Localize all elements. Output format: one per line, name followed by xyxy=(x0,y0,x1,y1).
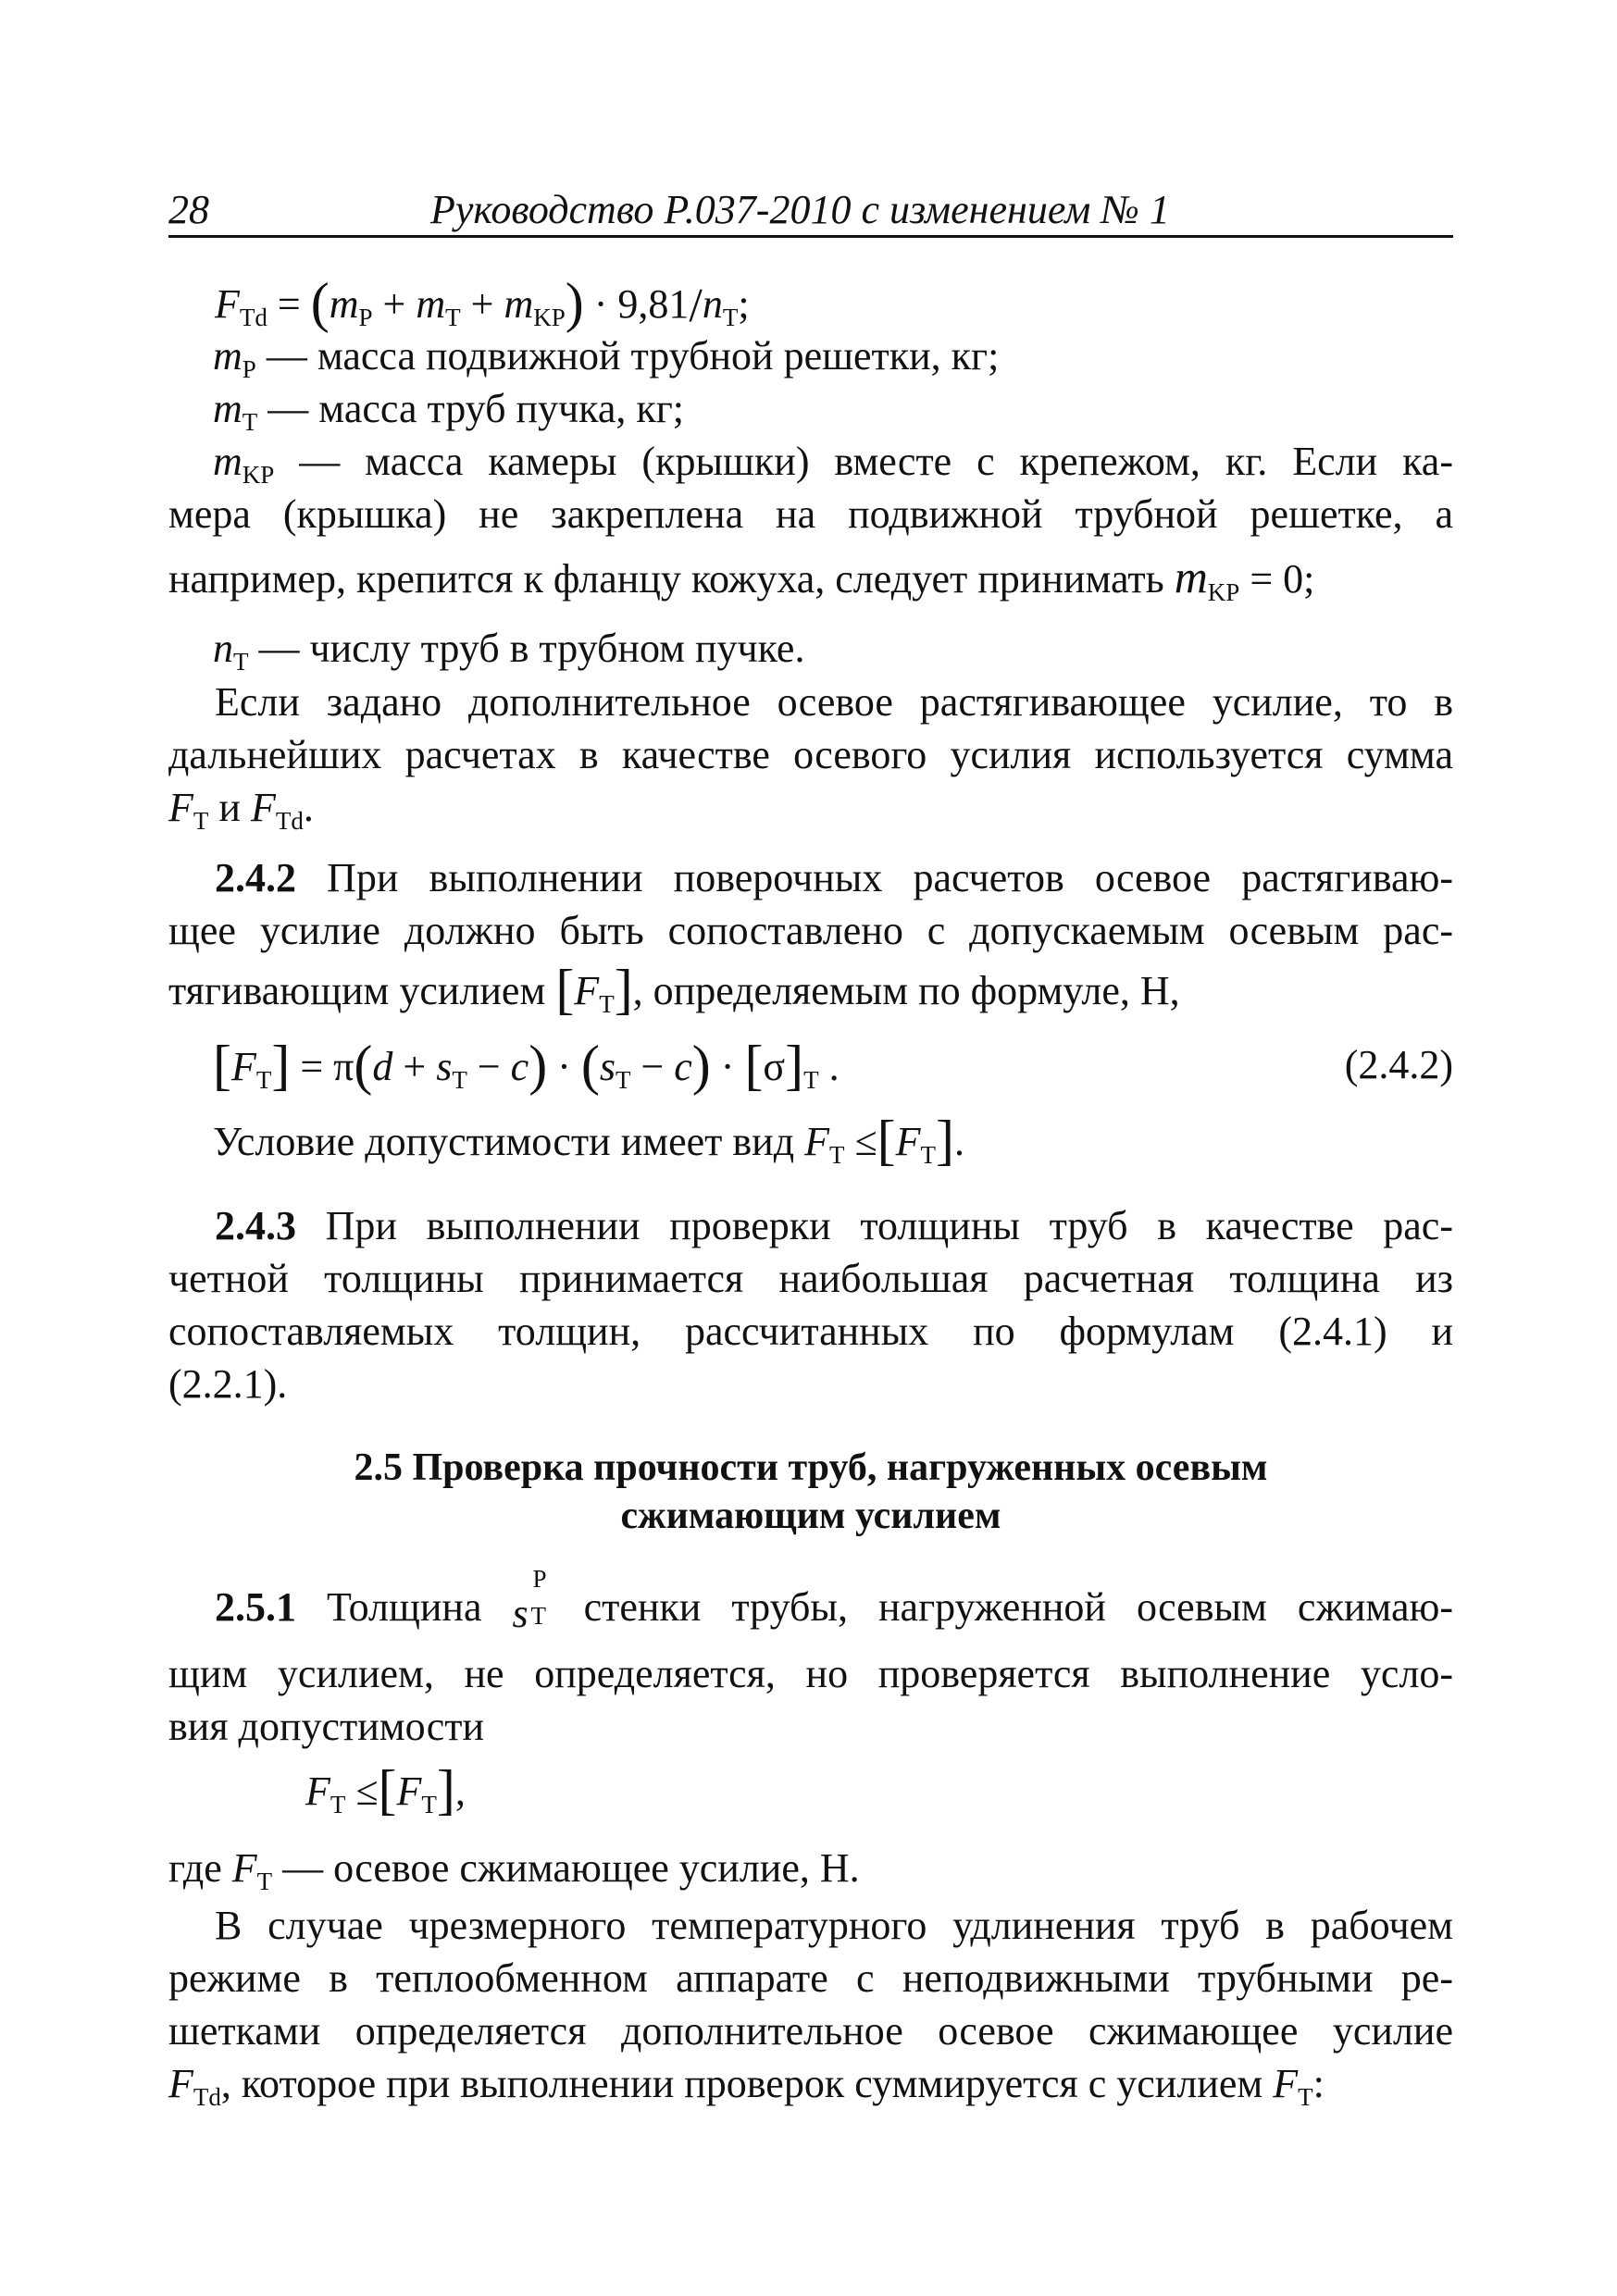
page-number: 28 xyxy=(168,187,209,232)
section-heading-line1: 2.5 Проверка прочности труб, нагруженных осевым xyxy=(354,1446,1268,1489)
s242-condition-text: Условие допустимости имеет вид xyxy=(213,1119,805,1164)
running-header xyxy=(168,180,1453,238)
formula-ftd: $F_{Td} = (m_P + m_T + m_{KP}) \cdot 9,81/n_T$; xyxy=(215,272,750,333)
para-axial-and: и xyxy=(208,785,251,830)
s251-where-text: где xyxy=(168,1845,232,1891)
s242-line1 xyxy=(215,851,1453,905)
formula-ftd-tail: ; xyxy=(738,281,750,327)
def-nt: $n_T$ — числу труб в трубном пучке. xyxy=(213,626,805,676)
s242-number: 2.4.2 xyxy=(215,855,296,900)
para-last-line4-text: , которое при выполнении проверок суммируется с усилием xyxy=(220,2061,1274,2106)
para-last-line2: режиме в теплообменном аппарате с неподвижными трубными ре- xyxy=(168,1955,1453,2001)
def-mkp-text-1: — масса камеры (крышки) вместе с крепежом, кг. Если ка- xyxy=(274,439,1453,484)
def-mkp-text-3-tail: = 0; xyxy=(1239,556,1315,602)
s251-line1-b: стенки трубы, нагруженной осевым сжимаю- xyxy=(553,1584,1453,1630)
def-nt-text: — числу труб в трубном пучке. xyxy=(248,626,805,671)
equation-number: (2.4.2) xyxy=(1344,1042,1453,1087)
document-title: Руководство Р.037-2010 с изменением № 1 xyxy=(430,187,1170,232)
s251-line2: щим усилием, не определяется, но проверяется выполнение усло- xyxy=(168,1651,1453,1696)
para-last-line4: $F_{Td}$, которое при выполнении проверок суммируется с усилием $F_T$: xyxy=(168,2061,1325,2111)
formula-242: $[F_T] = \pi(d + s_T - c) \cdot (s_T - c) \cdot [\sigma]_T$ . (2.4.2) xyxy=(213,1035,1453,1096)
s243-number: 2.4.3 xyxy=(215,1203,296,1248)
s242-line3-a: тягивающим усилием xyxy=(168,968,556,1013)
def-mt-text: — масса труб пучка, кг; xyxy=(257,386,685,431)
s251-where: где $F_T$ — осевое сжимающее усилие, Н. xyxy=(168,1845,860,1895)
s251-line1 xyxy=(215,1565,1453,1636)
def-mkp-line3: например, крепится к фланцу кожуха, следует принимать $m_{KP} = 0$; xyxy=(168,551,1315,606)
s243-line1-text: При выполнении проверки толщины труб в качестве рас- xyxy=(296,1203,1453,1248)
def-mt: $m_T$ — масса труб пучка, кг; xyxy=(213,386,685,436)
formula-251: $F_T \le[F_T]$, xyxy=(305,1759,466,1820)
s242-line2: щее усилие должно быть сопоставлено с допускаемым осевым рас- xyxy=(168,908,1453,953)
para-last-line3: шетками определяется дополнительное осевое сжимающее усилие xyxy=(168,2008,1453,2054)
s243-line3: сопоставляемых толщин, рассчитанных по формулам (2.4.1) и xyxy=(168,1309,1453,1354)
s243-line2: четной толщины принимается наибольшая расчетная толщина из xyxy=(168,1256,1453,1301)
para-axial-line1: Если задано дополнительное осевое растягивающее усилие, то в xyxy=(215,679,1453,725)
s242-line1-text: При выполнении поверочных расчетов осевое растягиваю- xyxy=(296,855,1453,900)
s242-condition: Условие допустимости имеет вид $F_T \le[F_T]$. xyxy=(213,1110,964,1171)
s242-line3-b: , определяемым по формуле, Н, xyxy=(632,968,1180,1013)
para-last-line1: В случае чрезмерного температурного удлинения труб в рабочем xyxy=(215,1903,1453,1948)
s251-line1-a: Толщина xyxy=(296,1584,513,1630)
section-heading-line2: сжимающим усилием xyxy=(620,1495,1001,1537)
para-axial-line3: $F_T$ и $F_{Td}$. xyxy=(168,785,314,835)
symbol-s-t-p: s P T xyxy=(512,1565,547,1636)
s243-line1 xyxy=(215,1199,1453,1253)
def-mkp-line1: $m_{KP}$ — масса камеры (крышки) вместе с крепежом, кг. Если ка- xyxy=(213,439,1453,489)
def-mp: $m_P$ — масса подвижной трубной решетки, кг; xyxy=(213,333,1000,383)
s242-line3: тягивающим усилием $[F_T]$, определяемым по формуле, Н, xyxy=(168,959,1180,1020)
def-mkp-text-3: например, крепится к фланцу кожуха, следует принимать xyxy=(168,556,1175,602)
para-axial-line2: дальнейших расчетах в качестве осевого усилия используется сумма xyxy=(168,732,1453,777)
s251-where-tail: — осевое сжимающее усилие, Н. xyxy=(272,1845,860,1891)
s251-line3: вия допустимости xyxy=(168,1704,485,1749)
def-mkp-line2: мера (крышка) не закреплена на подвижной трубной решетке, а xyxy=(168,491,1453,537)
def-mp-text: — масса подвижной трубной решетки, кг; xyxy=(255,333,1000,379)
s251-number: 2.5.1 xyxy=(215,1584,296,1630)
s243-line4: (2.2.1). xyxy=(168,1361,288,1407)
